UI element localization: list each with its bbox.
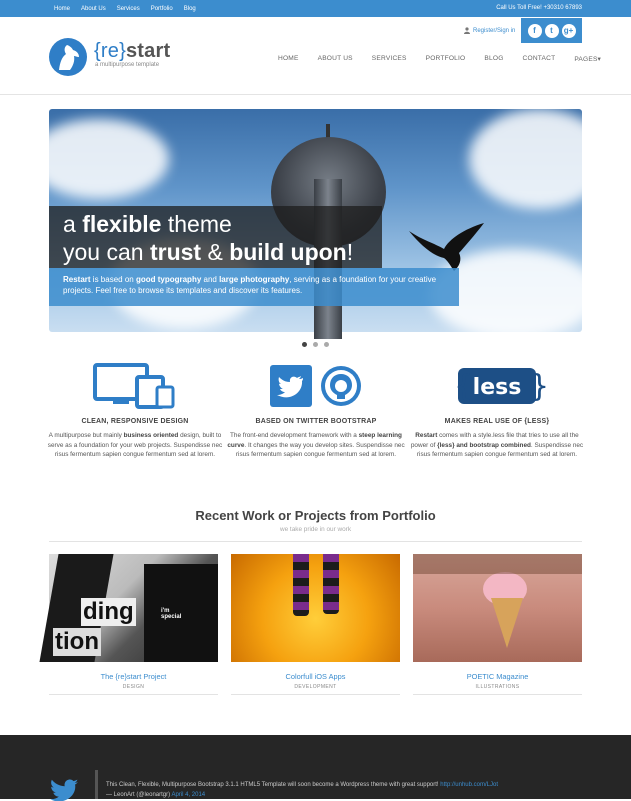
- hero-desc-b3: large photography: [219, 275, 290, 284]
- divider: [49, 694, 218, 695]
- hero-cloud: [29, 119, 169, 199]
- caret-down-icon: ▾: [597, 56, 602, 63]
- tweet-text: This Clean, Flexible, Multipurpose Bootstrap 3.1.1 HTML5 Template will soon become a Wordpress theme with great support!: [106, 782, 441, 788]
- logo-strong: start: [125, 40, 171, 62]
- hero-desc-t2: and: [201, 275, 220, 284]
- less-brace-left: {: [454, 369, 474, 404]
- social-links: [521, 18, 582, 43]
- thumb-leg-right: [323, 554, 339, 614]
- logo-tagline: a multipurpose template: [95, 62, 160, 68]
- nav-home[interactable]: HOME: [278, 55, 299, 62]
- footer-divider: [95, 770, 98, 799]
- hero-l2-bold1: trust: [149, 239, 202, 265]
- devices-icon: [93, 363, 177, 409]
- feature-icons: [407, 360, 587, 412]
- portfolio-card-title[interactable]: Colorfull iOS Apps: [285, 672, 346, 681]
- thumb-leg-left: [293, 554, 309, 616]
- top-link-about[interactable]: About Us: [81, 5, 106, 12]
- feature-text-t2: . Suspendisse nec risus fermentum sapien congue fermentum sed at lorem.: [416, 441, 584, 458]
- divider: [49, 541, 582, 542]
- slider-dot[interactable]: [313, 342, 318, 347]
- footer: [0, 735, 631, 799]
- hero-l1-post: theme: [161, 211, 232, 237]
- horse-logo-icon[interactable]: [48, 37, 91, 77]
- nav-pages[interactable]: [574, 55, 601, 63]
- hero-desc-b1: Restart: [63, 275, 91, 284]
- nav-blog[interactable]: BLOG: [484, 55, 504, 62]
- hero-desc-t1: is based on: [90, 275, 136, 284]
- hero-description: [49, 268, 459, 306]
- slider-dot[interactable]: [324, 342, 329, 347]
- portfolio-thumbnail[interactable]: [231, 554, 400, 662]
- nav-portfolio[interactable]: PORTFOLIO: [425, 55, 466, 62]
- github-octocat-icon: [320, 365, 362, 407]
- hero-l2-mid: &: [201, 239, 230, 265]
- divider: [413, 694, 582, 695]
- portfolio-thumbnail[interactable]: [413, 554, 582, 662]
- thumb-text-ding: ding: [83, 598, 134, 625]
- less-logo-text: less: [472, 375, 522, 400]
- nav-contact[interactable]: CONTACT: [522, 55, 556, 62]
- register-label: Register/Sign in: [473, 27, 516, 34]
- twitter-icon[interactable]: t: [545, 24, 559, 38]
- hero-l1-pre: a: [63, 211, 83, 237]
- portfolio-thumbnail[interactable]: [49, 554, 218, 662]
- thumb-cone: [491, 598, 523, 648]
- top-links: [54, 0, 196, 17]
- nav-pages-label: PAGES: [574, 56, 598, 63]
- logo-re: re: [100, 40, 120, 62]
- slider-dot[interactable]: [302, 342, 307, 347]
- portfolio-card-category: ILLUSTRATIONS: [475, 684, 520, 690]
- feature-responsive: [45, 360, 225, 460]
- nav-about[interactable]: ABOUT US: [317, 55, 353, 62]
- feature-title: MAKES REAL USE OF {LESS}: [444, 418, 550, 425]
- top-link-home[interactable]: Home: [54, 5, 71, 12]
- feature-text-b1: steep learning curve: [227, 432, 402, 449]
- feature-icons: [226, 360, 406, 412]
- logo-text[interactable]: [94, 40, 170, 63]
- feature-bootstrap: [226, 360, 406, 460]
- site-header: [0, 17, 631, 95]
- hero-l2-bold2: build upon: [229, 239, 347, 265]
- tweet-link[interactable]: http://unhub.com/LJot: [440, 782, 498, 788]
- portfolio-card-category: DEVELOPMENT: [294, 684, 337, 690]
- feature-text-b1: {less} and bootstrap combined: [437, 441, 531, 449]
- nav-services[interactable]: SERVICES: [371, 55, 407, 62]
- feature-text-b1: business oriented: [123, 432, 179, 439]
- feature-title: CLEAN, RESPONSIVE DESIGN: [81, 418, 189, 425]
- divider: [231, 694, 400, 695]
- thumb-text-tion: tion: [55, 628, 99, 655]
- hero-headline-line1: [63, 210, 368, 238]
- feature-text: [407, 431, 587, 460]
- logo-brace-close: }: [119, 40, 126, 62]
- less-logo-icon: [452, 364, 550, 408]
- feature-text-t2: . It changes the way you develop sites. Suspendisse nec risus fermentum sapien congue fermentum sed at lorem.: [235, 441, 405, 458]
- top-link-services[interactable]: Services: [116, 5, 140, 12]
- tweet-date[interactable]: April 4, 2014: [171, 792, 206, 798]
- recent-work-subtitle: we take pride in our work: [279, 526, 352, 533]
- hero-l2-pre: you can: [63, 239, 150, 265]
- hero-headline: [49, 206, 382, 268]
- portfolio-card-title[interactable]: POETIC Magazine: [466, 672, 529, 681]
- thumb-hair: [413, 554, 582, 574]
- feature-text-t1: The front-end development framework with a: [230, 432, 359, 439]
- portfolio-card-title[interactable]: The {re}start Project: [100, 672, 167, 681]
- top-link-portfolio[interactable]: Portfolio: [150, 5, 173, 12]
- portfolio-card[interactable]: [413, 554, 582, 695]
- hero-desc-t3: , serving as a foundation for your creative projects. Feel free to browse its templates and discover its features.: [63, 275, 437, 295]
- tweet-author: — LeonArt (@leonartgr): [106, 792, 172, 798]
- top-link-blog[interactable]: Blog: [183, 5, 196, 12]
- facebook-icon[interactable]: f: [528, 24, 542, 38]
- register-link[interactable]: [464, 27, 515, 34]
- portfolio-card-category: DESIGN: [122, 684, 145, 690]
- latest-tweet: [106, 780, 498, 800]
- hero-headline-line2: [63, 238, 368, 266]
- portfolio-card[interactable]: [231, 554, 400, 695]
- feature-icons: [45, 360, 225, 412]
- less-brace-right: }: [530, 369, 550, 404]
- hero-l2-post: !: [346, 239, 354, 265]
- feature-text: [226, 431, 406, 460]
- feature-text-b0: Restart: [415, 432, 438, 439]
- recent-work-title: Recent Work or Projects from Portfolio: [195, 508, 436, 523]
- thumb-text-special: i'm special: [161, 608, 182, 620]
- hero-l1-bold: flexible: [82, 211, 162, 237]
- feature-less: [407, 360, 587, 460]
- hero-desc-b2: good typography: [135, 275, 202, 284]
- twitter-icon[interactable]: [50, 779, 78, 801]
- feature-text-t2: design, built to serve as a foundation for your web projects. Suspendisse nec risus fermentum sapien congue fermentum sed at lorem.: [47, 432, 223, 458]
- phone-number: Call Us Toll Free! +30310 67893: [496, 5, 582, 11]
- main-nav: [278, 55, 601, 63]
- feature-text: [45, 431, 225, 460]
- top-bar: [0, 0, 631, 17]
- twitter-bird-icon: [270, 365, 312, 407]
- user-icon: [464, 27, 470, 34]
- feature-text-t1: comes with a style.less file that tries to use all the power of: [410, 432, 579, 449]
- logo-brace-open: {: [94, 40, 101, 62]
- slider-pagination: [302, 342, 329, 347]
- portfolio-card[interactable]: [49, 554, 218, 695]
- google-plus-icon[interactable]: g+: [562, 24, 576, 38]
- hero-cloud: [469, 109, 609, 209]
- feature-title: BASED ON TWITTER BOOTSTRAP: [255, 418, 377, 425]
- feature-text-t1: A multipurpose but mainly: [48, 432, 124, 439]
